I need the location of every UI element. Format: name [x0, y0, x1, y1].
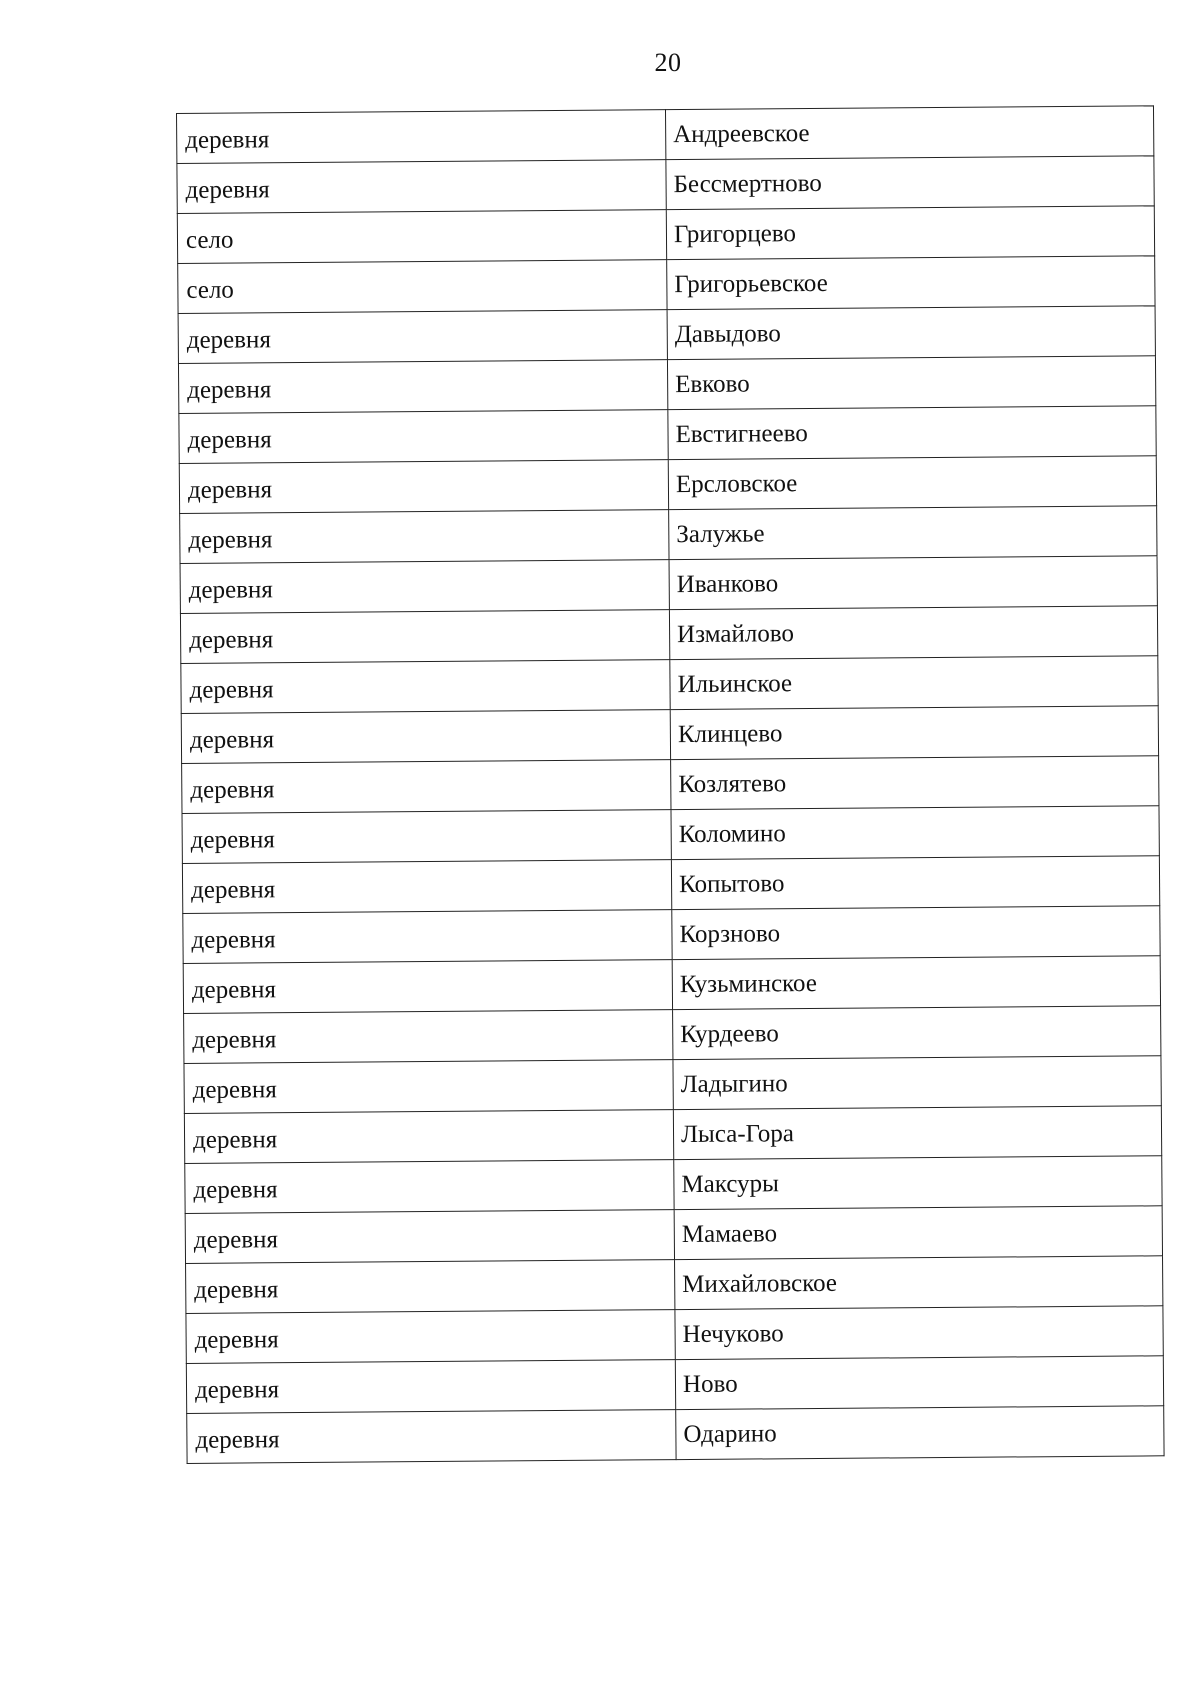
table-row [180, 556, 1157, 614]
table-row [177, 156, 1154, 214]
table-row [179, 456, 1156, 514]
table-row [180, 506, 1157, 564]
table-row [186, 1356, 1163, 1414]
table-row [178, 356, 1155, 414]
settlement-type-cell: деревня [179, 460, 668, 514]
table-row [186, 1256, 1163, 1314]
settlement-type-cell: деревня [182, 860, 671, 914]
settlement-type-cell: деревня [179, 410, 668, 464]
table-row [181, 656, 1158, 714]
settlement-type-cell: деревня [184, 1060, 673, 1114]
table-row [182, 806, 1159, 864]
settlement-name-cell: Григорьевское [667, 256, 1155, 310]
settlement-name-cell: Ерсловское [668, 456, 1156, 510]
table-row [184, 1106, 1161, 1164]
settlement-type-cell: деревня [180, 560, 669, 614]
settlement-type-cell: деревня [186, 1260, 675, 1314]
page-number: 20 [654, 48, 682, 77]
settlement-type-cell: деревня [178, 310, 667, 364]
settlement-type-cell: деревня [181, 660, 670, 714]
settlement-type-cell: деревня [183, 910, 672, 964]
table-row [177, 106, 1154, 164]
settlement-type-cell: деревня [186, 1360, 675, 1414]
table-row [181, 706, 1158, 764]
settlement-name-cell: Измайлово [669, 606, 1157, 660]
table-row [179, 406, 1156, 464]
settlement-type-cell: деревня [180, 510, 669, 564]
table-row [186, 1306, 1163, 1364]
settlement-name-cell: Давыдово [667, 306, 1155, 360]
settlements-table-body [177, 106, 1165, 1464]
settlement-name-cell: Ново [675, 1356, 1163, 1410]
settlement-name-cell: Андреевское [665, 106, 1153, 160]
settlement-name-cell: Максуры [674, 1156, 1162, 1210]
settlement-name-cell: Иванково [669, 556, 1157, 610]
settlement-type-cell: деревня [177, 160, 666, 214]
settlement-type-cell: село [177, 210, 666, 264]
settlements-table [176, 105, 1165, 1464]
settlement-type-cell: деревня [181, 710, 670, 764]
table-row [182, 856, 1159, 914]
table-row [185, 1206, 1162, 1264]
settlement-name-cell: Лыса-Гора [673, 1106, 1161, 1160]
settlement-name-cell: Курдеево [673, 1006, 1161, 1060]
table-row [177, 206, 1154, 264]
settlement-name-cell: Евстигнеево [668, 406, 1156, 460]
settlement-name-cell: Коломино [671, 806, 1159, 860]
settlement-name-cell: Одарино [676, 1406, 1164, 1460]
table-row [184, 1056, 1161, 1114]
settlement-name-cell: Копытово [671, 856, 1159, 910]
table-row [187, 1406, 1164, 1464]
settlement-type-cell: деревня [177, 110, 666, 164]
settlement-name-cell: Козлятево [671, 756, 1159, 810]
settlement-type-cell: деревня [184, 1010, 673, 1064]
settlement-name-cell: Нечуково [675, 1306, 1163, 1360]
settlement-type-cell: село [178, 260, 667, 314]
settlement-name-cell: Ильинское [670, 656, 1158, 710]
table-row [178, 256, 1155, 314]
settlement-name-cell: Залужье [669, 506, 1157, 560]
settlement-type-cell: деревня [186, 1310, 675, 1364]
settlement-type-cell: деревня [182, 760, 671, 814]
table-row [184, 1006, 1161, 1064]
settlement-type-cell: деревня [182, 810, 671, 864]
settlement-name-cell: Евково [667, 356, 1155, 410]
table-row [185, 1156, 1162, 1214]
table-row [178, 306, 1155, 364]
table-row [183, 956, 1160, 1014]
settlement-name-cell: Григорцево [666, 206, 1154, 260]
table-row [180, 606, 1157, 664]
settlement-type-cell: деревня [184, 1110, 673, 1164]
settlement-name-cell: Клинцево [670, 706, 1158, 760]
settlement-type-cell: деревня [178, 360, 667, 414]
settlement-type-cell: деревня [187, 1410, 676, 1464]
settlement-name-cell: Корзново [672, 906, 1160, 960]
settlement-type-cell: деревня [185, 1160, 674, 1214]
settlement-name-cell: Бессмертново [666, 156, 1154, 210]
settlement-name-cell: Михайловское [675, 1256, 1163, 1310]
table-row [182, 756, 1159, 814]
settlement-name-cell: Мамаево [674, 1206, 1162, 1260]
table-row [183, 906, 1160, 964]
settlement-type-cell: деревня [185, 1210, 674, 1264]
settlement-name-cell: Ладыгино [673, 1056, 1161, 1110]
settlement-type-cell: деревня [180, 610, 669, 664]
settlement-name-cell: Кузьминское [672, 956, 1160, 1010]
settlement-type-cell: деревня [183, 960, 672, 1014]
